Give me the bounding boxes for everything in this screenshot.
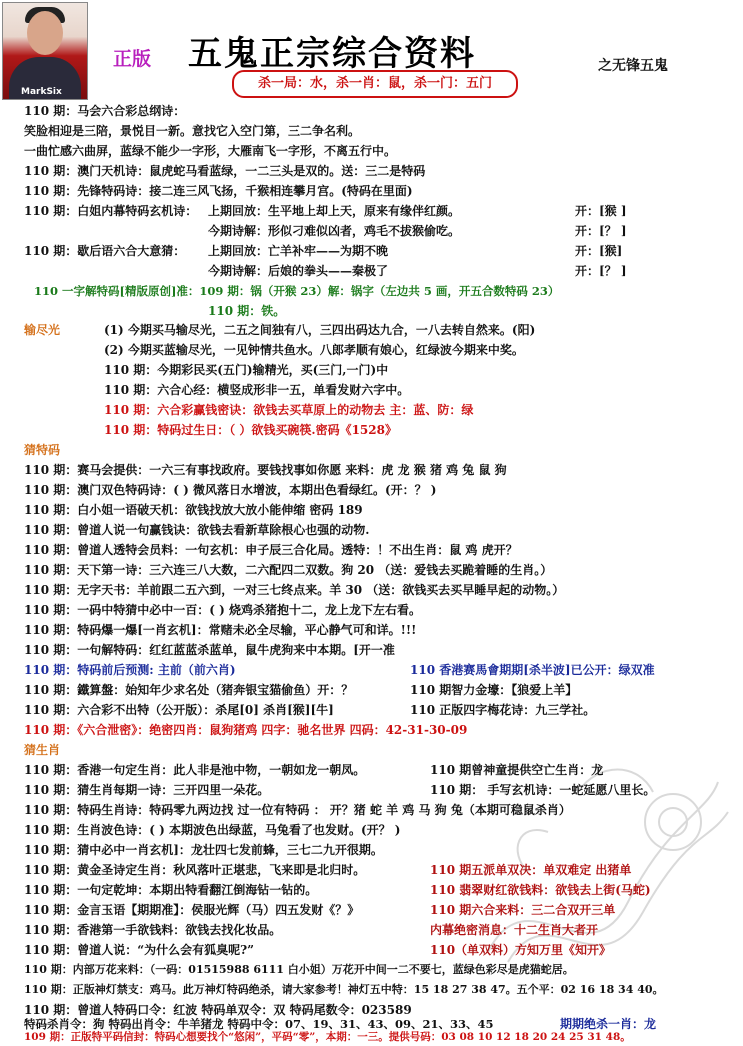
s4-row1-left: 110 期：猜生肖每期一诗：三开四里一朵花。 bbox=[24, 783, 270, 797]
poem2-line1: 上期回放：亡羊补牢——为期不晚 bbox=[208, 244, 389, 258]
s2-line-5: 110 期：特码过生日：（ ）欲钱买碗筷.密码《1528》 bbox=[104, 423, 397, 437]
s4-r2-1-right: 110 翡翠财红欲钱料：欲钱去上街(马蛇) bbox=[430, 883, 651, 897]
poem2-line1-open: 开：[猴] bbox=[575, 244, 623, 258]
poem2-label: 110 期：歇后语六合大意猜： bbox=[24, 244, 186, 258]
s4-r2-3-right: 内幕绝密消息：十二生肖大者开 bbox=[430, 923, 599, 937]
s4-r2-2-left: 110 期：金言玉语【期期准】：侯服光辉（马）四五发财《？》 bbox=[24, 903, 360, 917]
author-name: 之无锋五鬼 bbox=[598, 58, 668, 74]
s4-line-h: 109 期：正版特平码信封：特码心想要找个“悠闲”，平码“零”，本期：一三。提供号码：03 08 10 12 18 20 24 25 31 48。 bbox=[24, 1031, 631, 1043]
section-tag-lose: 输尽光 bbox=[24, 323, 61, 337]
s3-secret: 110 期：《六合泄密》：绝密四肖：鼠狗猪鸡 四字：驰名世界 四码：42-31-30-09 bbox=[24, 723, 468, 737]
s4-row0-left: 110 期：香港一句定生肖：此人非是池中物，一朝如龙一朝凤。 bbox=[24, 763, 366, 777]
avatar-tag: MarkSix bbox=[21, 87, 62, 97]
kill-banner: 杀一局：水，杀一肖：鼠，杀一门：五门 bbox=[232, 70, 518, 98]
line-s1-4: 110 期：先锋特码诗：接二连三风飞扬，千猴相连攀月宫。(特码在里面) bbox=[24, 184, 413, 198]
s4-line-f: 110 期：曾道人特码口令：红波 特码单双令：双 特码尾数令：023589 bbox=[24, 1003, 412, 1017]
s3-pair2-right: 110 期智力金壕：【狼爱上羊】 bbox=[410, 683, 578, 697]
poem2-line2: 今期诗解：后娘的拳头——秦极了 bbox=[208, 264, 389, 278]
s3-line-8: 110 期：特码爆一爆[一肖玄机]：常赌未必全尽输，平心静气可和详。!!! bbox=[24, 623, 417, 637]
s3-pair3-left: 110 期：六合彩不出特（公开版）：杀尾[0] 杀肖[猴][牛] bbox=[24, 703, 334, 717]
page-title: 五鬼正宗综合资料 bbox=[188, 34, 476, 74]
s4-row1-right: 110 期： 手写玄机诗：一蛇延愿八里长。 bbox=[430, 783, 656, 797]
s4-r2-2-right: 110 期六合来料：三二合双开三单 bbox=[430, 903, 616, 917]
genuine-badge: 正版 bbox=[113, 48, 152, 70]
s2-line-4: 110 期：六合彩赢钱密诀：欲钱去买草原上的动物去 主：蓝、防：绿 bbox=[104, 403, 474, 417]
poem1-line1: 上期回放：生平地上却上天，原来有缘伴红颜。 bbox=[208, 204, 461, 218]
s4-r2-0-right: 110 期五派单双决：单双难定 出猪单 bbox=[430, 863, 632, 877]
s3-line-7: 110 期：一码中特猜中必中一百：( ) 烧鸡杀猪抱十二，龙上龙下左右看。 bbox=[24, 603, 421, 617]
s4-r2-4-right: 110（单双料）方知万里《知开》 bbox=[430, 943, 612, 957]
footer-kill-zodiac: 期期绝杀一肖：龙 bbox=[560, 1017, 657, 1031]
s2-line-2: 110 期：今期彩民买(五门)输精光，买(三门,一门)中 bbox=[104, 363, 389, 377]
poem2-line2-open: 开：[？ ] bbox=[575, 264, 627, 278]
s4-line-c: 110 期：猜中必中一肖玄机]：龙壮四七发前蜂，三七二九开很期。 bbox=[24, 843, 383, 857]
s3-line-5: 110 期：天下第一诗：三六连三八大数，二六配四二双数。狗 20 （送：爱钱去买跪着睡的生肖。） bbox=[24, 563, 553, 577]
s4-line-a: 110 期：特码生肖诗：特码零九两边找 过一位有特码 ： 开？猪 蛇 羊 鸡 马 狗 兔（本期可稳鼠杀肖） bbox=[24, 803, 571, 817]
s4-line-b: 110 期：生肖波色诗：( ) 本期波色出绿蓝，马兔看了也发财。(开？ ) bbox=[24, 823, 401, 837]
s3-pair3-right: 110 正版四字梅花诗：九三学社。 bbox=[410, 703, 596, 717]
s3-pair2-left: 110 期：鐵算盤：始知年少求名处（猪奔银宝猫偷鱼）开：？ bbox=[24, 683, 354, 697]
s3-pair1-right: 110 香港赛馬會期期[杀半波]已公开：绿双准 bbox=[410, 663, 655, 677]
riddle-line2: 110 期：铁。 bbox=[208, 304, 286, 318]
s4-r2-0-left: 110 期：黄金圣诗定生肖：秋风落叶正堪悲，飞来即是北归时。 bbox=[24, 863, 366, 877]
s2-line-0: (1) 今期买马输尽光，二五之间独有八，三四出码达九合，一八去转自然来。(阳) bbox=[104, 323, 536, 337]
s3-line-0: 110 期：赛马会提供：一六三有事找政府。要钱找事如你愿 来料：虎 龙 猴 猪 鸡 兔 鼠 狗 bbox=[24, 463, 507, 477]
s4-line-g: 特码杀肖令：狗 特码出肖令：牛羊猪龙 特码中令：07、19、31、43、09、21、33、45 bbox=[24, 1017, 494, 1031]
s4-line-d: 110 期：内部万花来料：（一码：01515988 6111 白小姐）万花开中间一二不要七，蓝绿色彩尽是虎猫蛇居。 bbox=[24, 963, 574, 976]
avatar-face bbox=[27, 11, 63, 55]
poem1-line2-open: 开：[？ ] bbox=[575, 224, 627, 238]
s3-line-3: 110 期：曾道人说一句赢钱诀：欲钱去看新草除根心也强的动物. bbox=[24, 523, 370, 537]
s3-line-9: 110 期：一句解特码：红红蓝蓝杀蓝单，鼠牛虎狗来中本期。[开一准 bbox=[24, 643, 395, 657]
author-avatar bbox=[2, 2, 88, 100]
s3-line-2: 110 期：白小姐一语破天机：欲钱找放大放小能伸缩 密码 189 bbox=[24, 503, 363, 517]
s3-line-1: 110 期：澳门双色特码诗：( ) 微风落日水增波，本期出色看绿红。(开：？ ) bbox=[24, 483, 437, 497]
s4-r2-1-left: 110 期：一句定乾坤：本期出特看翻江倒海钻一钻的。 bbox=[24, 883, 318, 897]
s4-r2-3-left: 110 期：香港第一手欲钱料：欲钱去找化妆品。 bbox=[24, 923, 282, 937]
poem1-label: 110 期：白姐内幕特码玄机诗： bbox=[24, 204, 198, 218]
section-tag-guess-number: 猜特码 bbox=[24, 443, 61, 457]
s3-line-4: 110 期：曾道人透特会员料：一句玄机：申子辰三合化局。透特：！不出生肖：鼠 鸡 虎开？ bbox=[24, 543, 518, 557]
s3-pair1-left: 110 期：特码前后预测: 主前（前六肖) bbox=[24, 663, 236, 677]
s2-line-1: (2) 今期买蓝输尽光，一见钟情共鱼水。八郎孝顺有娘心，红绿波今期来中奖。 bbox=[104, 343, 524, 357]
s2-line-3: 110 期：六合心经：横竖成形非一五，单看发财六字中。 bbox=[104, 383, 410, 397]
s4-row0-right: 110 期曾神童提供空亡生肖：龙 bbox=[430, 763, 604, 777]
riddle-line1: 110 一字解特码[精版原创]准：109 期：锅（开猴 23）解：锅字（左边共 5 画，开五合数特码 23） bbox=[34, 284, 560, 298]
poem1-line1-open: 开：[猴 ] bbox=[575, 204, 627, 218]
s3-line-6: 110 期：无字天书：羊前跟二五六到，一对三七终点来。羊 30 （送：欲钱买去买早睡早起的动物。） bbox=[24, 583, 565, 597]
s4-r2-4-left: 110 期：曾道人说：“为什么会有狐臭呢?” bbox=[24, 943, 255, 957]
line-s1-1: 笑脸相迎是三陪，景悦目一新。意找它入空门第，三二争名利。 bbox=[24, 124, 361, 138]
line-s1-2: 一曲忙感六曲屏，蓝绿不能少一字形，大雁南飞一字形，不离五行中。 bbox=[24, 144, 397, 158]
s4-line-e: 110 期：正版神灯禁支：鸡马。此万神灯特码绝杀，请大家参考！神灯五中特：15 18 27 38 47。五个平：02 16 18 34 40。 bbox=[24, 983, 664, 996]
section-tag-guess-zodiac: 猜生肖 bbox=[24, 743, 61, 757]
line-s1-0: 110 期：马会六合彩总纲诗： bbox=[24, 104, 186, 118]
poem1-line2: 今期诗解：形似刁难似凶者，鸡毛不拔猴偷吃。 bbox=[208, 224, 461, 238]
line-s1-3: 110 期：澳门天机诗：鼠虎蛇马看蓝绿，一二三头是双的。送：三二是特码 bbox=[24, 164, 426, 178]
